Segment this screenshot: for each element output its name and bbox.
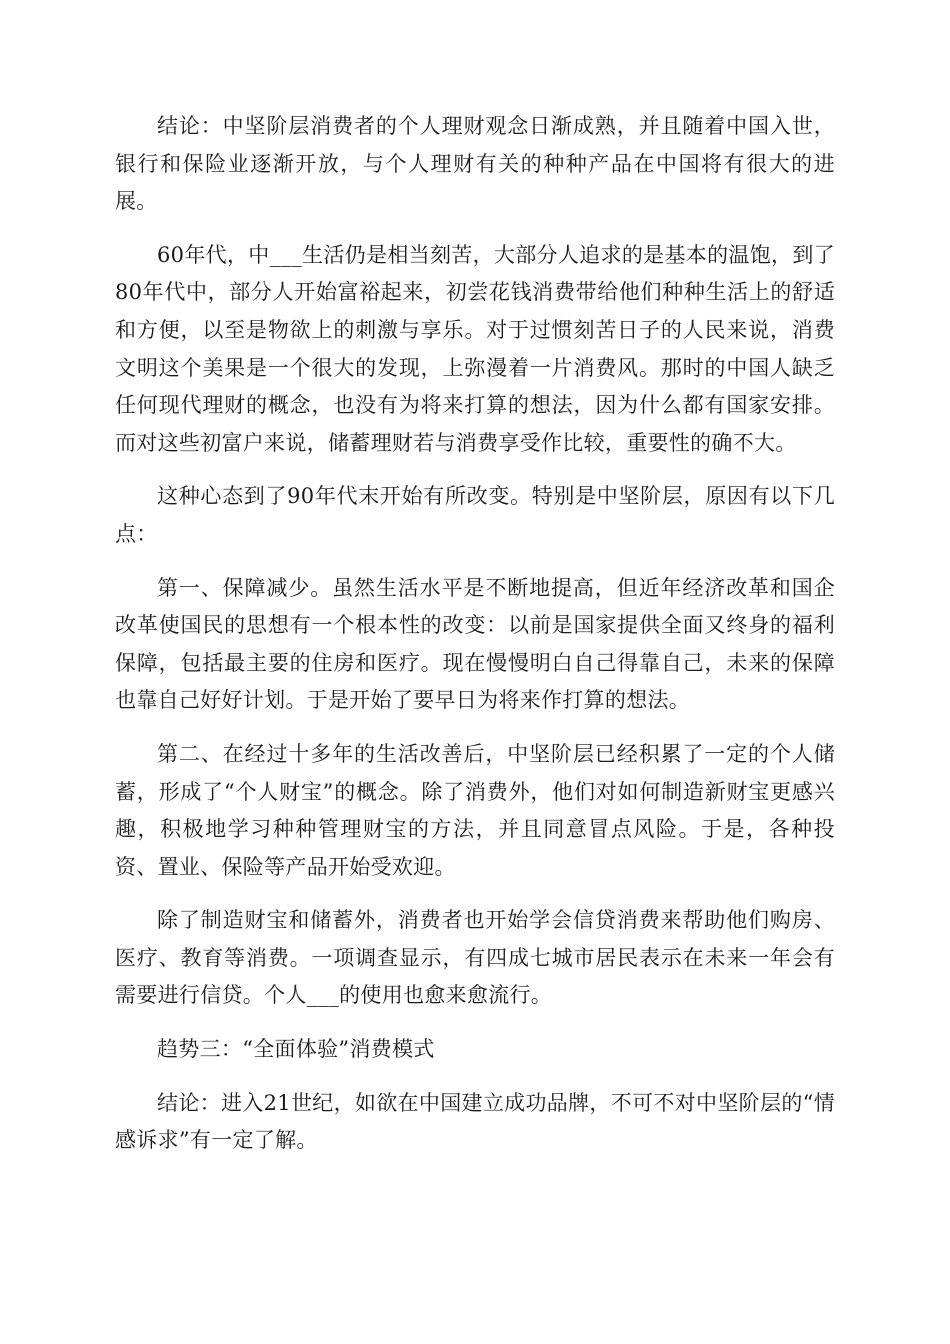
- paragraph-point-two: 第二、在经过十多年的生活改善后，中坚阶层已经积累了一定的个人储蓄，形成了“个人财宝”的概念。除了消费外，他们对如何制造新财宝更感兴趣，积极地学习种种管理财宝的方法，并且同意冒点风险。于是，各种投资、置业、保险等产品开始受欢迎。: [115, 741, 835, 879]
- document-body: [115, 108, 835, 1176]
- section-heading-trend-three: 趋势三：“全面体验”消费模式: [157, 1037, 435, 1062]
- paragraph-credit-consumption: 除了制造财宝和储蓄外，消费者也开始学会信贷消费来帮助他们购房、医疗、教育等消费。一项调查显示，有四成七城市居民表示在未来一年会有需要进行信贷。个人___的使用也愈来愈流行。: [115, 908, 835, 1008]
- paragraph-point-one: 第一、保障减少。虽然生活水平是不断地提高，但近年经济改革和国企改革使国民的思想有一个根本性的改变：以前是国家提供全面又终身的福利保障，包括最主要的住房和医疗。现在慢慢明白自己得靠自己，未来的保障也靠自己好好计划。于是开始了要早日为将来作打算的想法。: [115, 575, 835, 713]
- paragraph-sixties-consumption: 60年代，中___生活仍是相当刻苦，大部分人追求的是基本的温饱，到了80年代中，部分人开始富裕起来，初尝花钱消费带给他们种种生活上的舒适和方便，以至是物欲上的刺激与享乐。对于过惯刻苦日子的人民来说，消费文明这个美果是一个很大的发现，上弥漫着一片消费风。那时的中国人缺乏任何现代理财的概念，也没有为将来打算的想法，因为什么都有国家安排。而对这些初富户来说，储蓄理财若与消费享受作比较，重要性的确不大。: [115, 242, 835, 455]
- paragraph-conclusion-brand: 结论：进入21世纪，如欲在中国建立成功品牌，不可不对中坚阶层的“情感诉求”有一定了解。: [115, 1090, 835, 1153]
- paragraph-nineties-change: 这种心态到了90年代末开始有所改变。特别是中坚阶层，原因有以下几点：: [115, 484, 835, 546]
- paragraph-conclusion-finance: 结论：中坚阶层消费者的个人理财观念日渐成熟，并且随着中国入世，银行和保险业逐渐开放，与个人理财有关的种种产品在中国将有很大的进展。: [115, 114, 835, 214]
